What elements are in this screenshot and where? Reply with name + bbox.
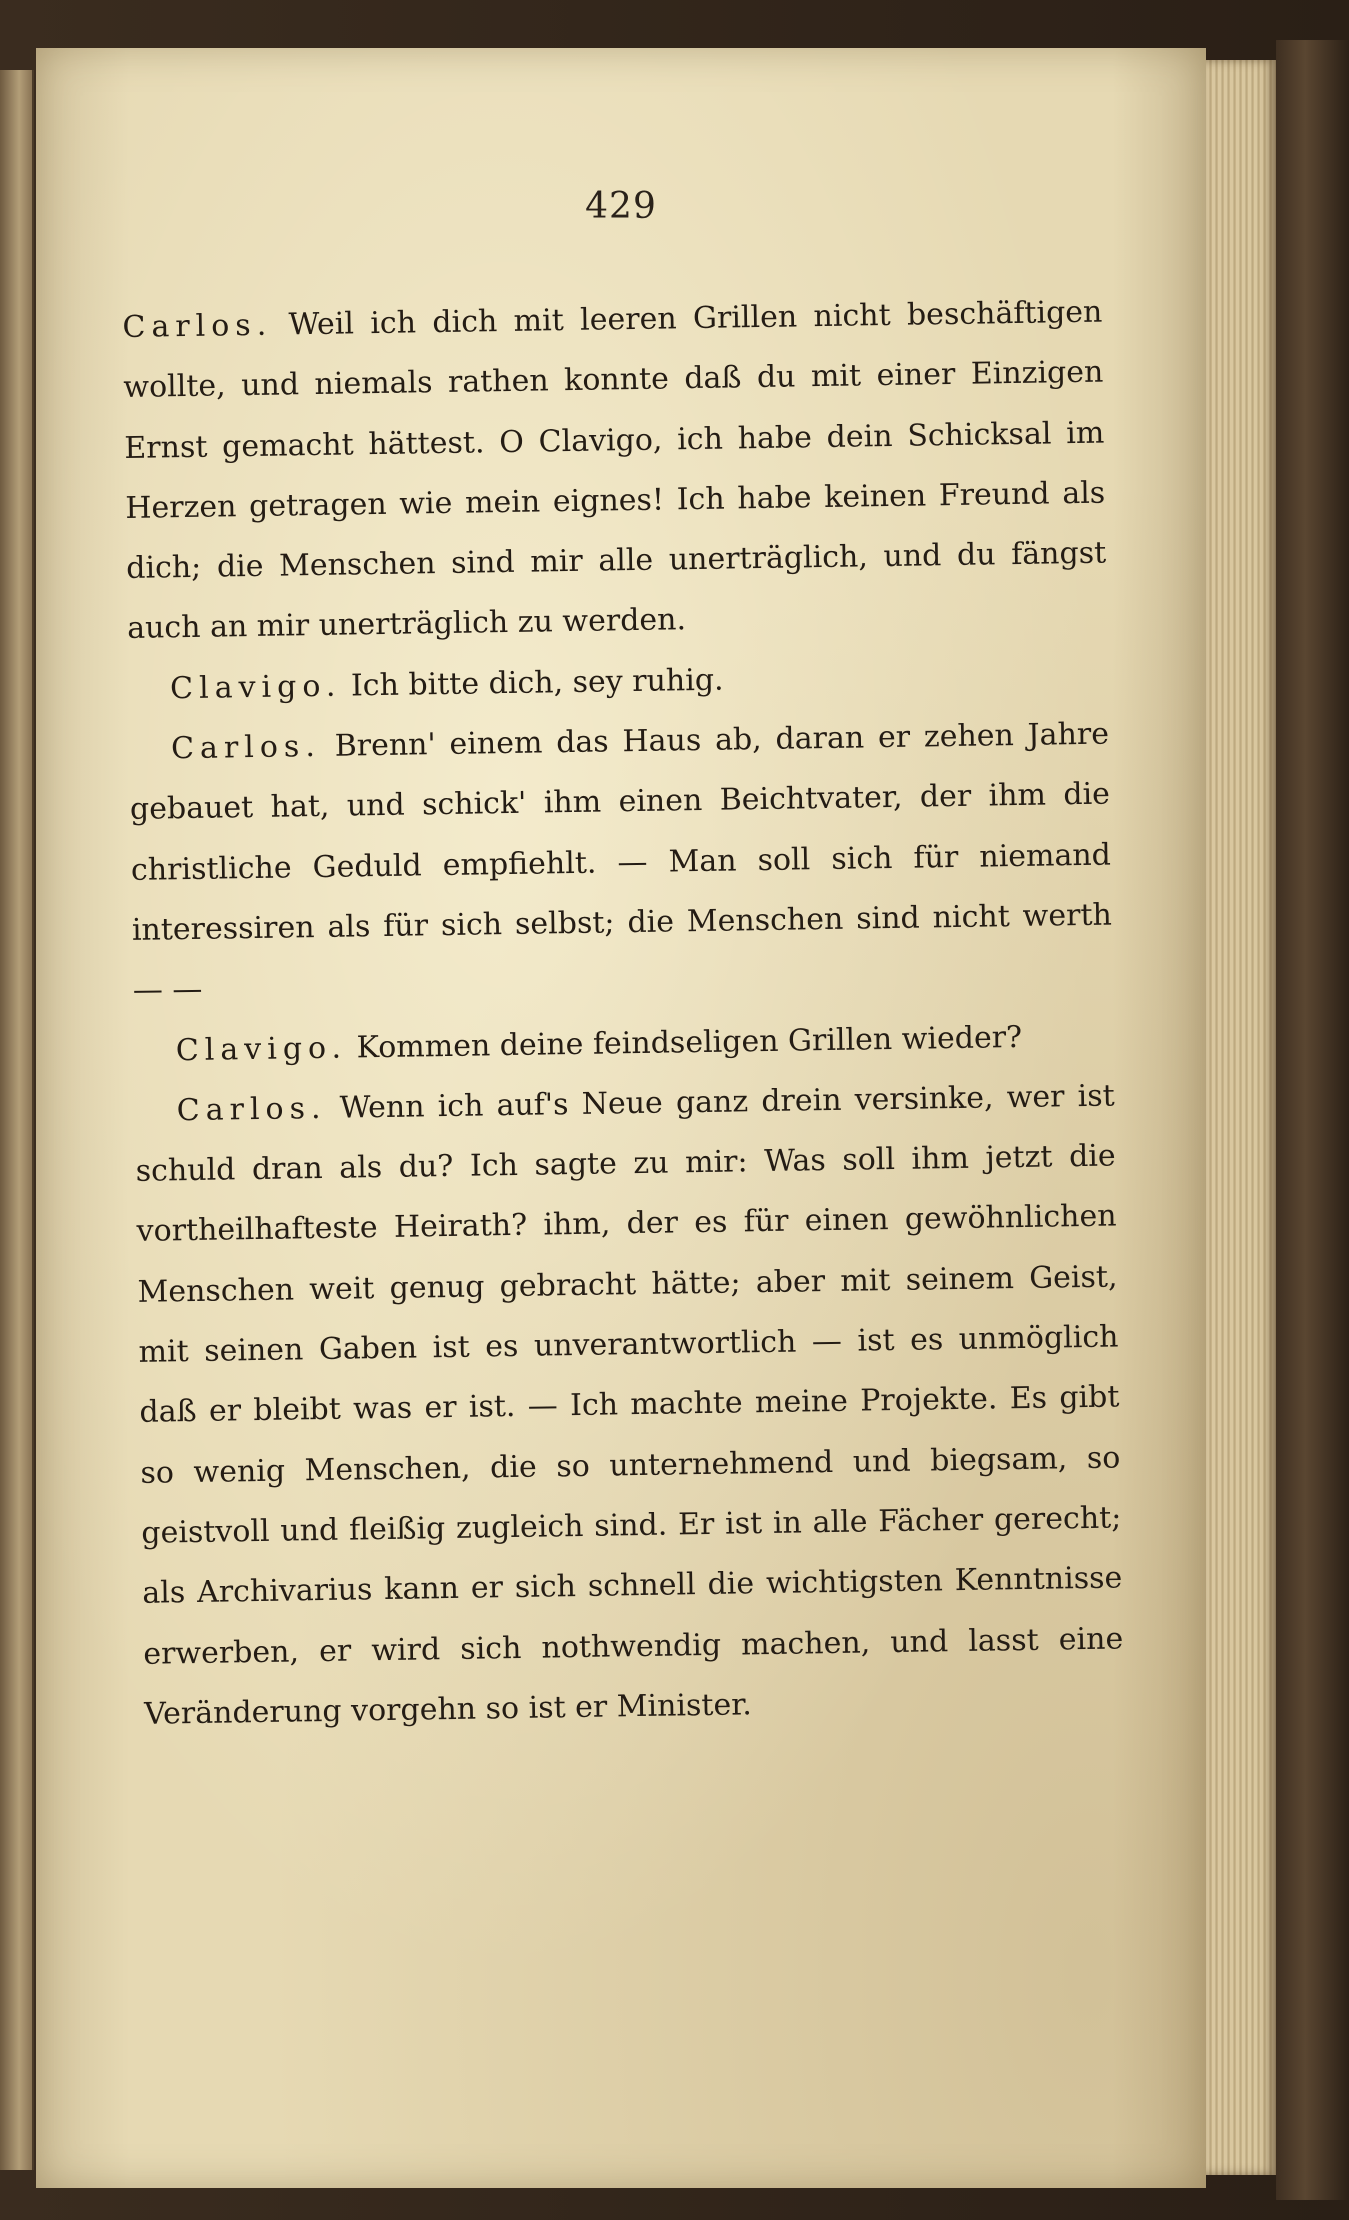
speaker-name: Carlos.: [122, 307, 273, 345]
dialogue-text: [122, 283, 1125, 1745]
book-page: [36, 48, 1206, 2188]
speaker-name: Carlos.: [170, 729, 322, 767]
speech-text: Weil ich dich mit leeren Grillen nicht beschäftigen wollte, und niemals rathen konnte daß du mit einer Einzigen Ernst gemacht hättest. O Clavigo, ich habe dein Schicksal im Herzen getragen wie mein eignes! Ich habe keinen Freund als dich; die Menschen sind mir alle unerträglich, und du fängst auch an mir unerträglich zu werden.: [123, 294, 1107, 647]
dialogue-paragraph: [122, 283, 1108, 660]
page-number: 429: [585, 186, 657, 227]
speech-text: Ich bitte dich, sey ruhig.: [350, 662, 724, 704]
page-stack-edge: [1206, 60, 1276, 2175]
speaker-name: Carlos.: [176, 1090, 327, 1129]
speaker-name: Clavigo.: [169, 668, 342, 707]
speech-text: Kommen deine feindseligen Grillen wieder?: [356, 1019, 1023, 1065]
speaker-name: Clavigo.: [175, 1030, 348, 1068]
dialogue-paragraph: [129, 705, 1114, 1022]
previous-page-edge: [0, 70, 34, 2170]
book-cover-edge: [1276, 40, 1349, 2200]
speech-text: Brenn' einem das Haus ab, daran er zehen Jahre gebauet hat, und schick' ihm einen Beichtvater, der ihm die christliche Geduld empfiehlt. — Man soll sich für niemand interessiren als für sich selbst; die Menschen sind nicht werth — —: [129, 716, 1113, 1009]
dialogue-paragraph: [134, 1066, 1124, 1745]
speech-text: Wenn ich auf's Neue ganz drein versinke, wer ist schuld dran als du? Ich sagte zu mir: Was soll ihm jetzt die vortheilhafteste Heirath? ihm, der es für einen gewöhnlichen Menschen weit genug gebracht hätte; aber mit seinem Geist, mit seinen Gaben ist es unverantwortlich — ist es unmöglich daß er bleibt was er ist. — Ich machte meine Projekte. Es gibt so wenig Menschen, die so unternehmend und biegsam, so geistvoll und fleißig zugleich sind. Er ist in alle Fächer gerecht; als Archivarius kann er sich schnell die wichtigsten Kenntnisse erwerben, er wird sich nothwendig machen, und lasst eine Veränderung vorgehn so ist er Minister.: [135, 1078, 1124, 1732]
